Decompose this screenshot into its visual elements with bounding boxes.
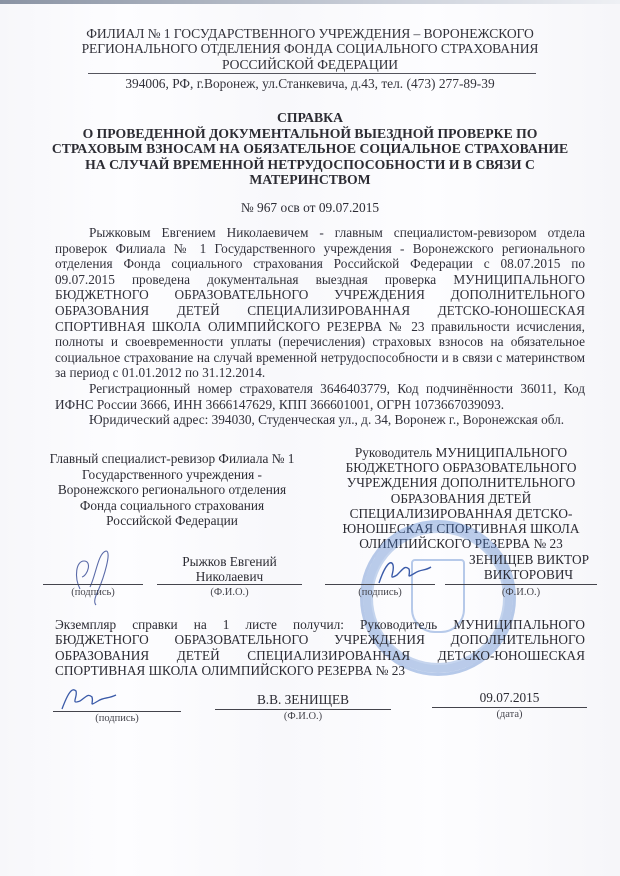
- org-line: РОССИЙСКОЙ ФЕДЕРАЦИИ: [221, 56, 398, 72]
- org-line: ФИЛИАЛ № 1 ГОСУДАРСТВЕННОГО УЧРЕЖДЕНИЯ – ВОРОНЕЖСКОГО: [86, 26, 534, 41]
- position-line: Руководитель МУНИЦИПАЛЬНОГО: [354, 445, 568, 460]
- body-paragraph: Юридический адрес: 394030, Студенческая ул., д. 34, Воронеж г., Воронежская обл.: [89, 412, 565, 428]
- name-line: Николаевич: [195, 569, 264, 585]
- inspector-signature-icon: [72, 547, 122, 607]
- signature-caption: (подпись): [358, 587, 402, 598]
- position-line: ЮНОШЕСКАЯ СПОРТИВНАЯ ШКОЛА: [342, 521, 580, 537]
- head-name-line: [445, 584, 597, 585]
- name-caption: (Ф.И.О.): [283, 711, 323, 722]
- name-line: ЗЕНИЩЕВ ВИКТОР: [468, 552, 589, 567]
- position-line: Государственного учреждения -: [82, 466, 262, 482]
- inspector-name: [157, 554, 302, 585]
- title-line: СТРАХОВЫМ ВЗНОСАМ НА ОБЯЗАТЕЛЬНОЕ СОЦИАЛЬНОЕ СТРАХОВАНИЕ: [51, 141, 569, 157]
- head-name: [460, 552, 597, 582]
- document-body: [55, 225, 585, 428]
- header-divider: [88, 73, 536, 74]
- position-line: ОЛИМПИЙСКОГО РЕЗЕРВА № 23: [359, 536, 563, 552]
- signature-caption: (подпись): [71, 587, 115, 598]
- receipt-line: Экземпляр справки на 1 листе получил: Руководитель МУНИЦИПАЛЬНОГО: [55, 617, 585, 632]
- position-line: СПЕЦИАЛИЗИРОВАННАЯ ДЕТСКО-: [349, 505, 573, 521]
- name-caption: (Ф.И.О.): [501, 587, 541, 598]
- document-number: № 967 осв от 09.07.2015: [240, 200, 380, 215]
- name-line: ВИКТОРОВИЧ: [483, 567, 574, 582]
- position-line: Главный специалист-ревизор Филиала № 1: [49, 451, 295, 466]
- receipt-date: 09.07.2015: [479, 690, 540, 705]
- inspector-position: [42, 451, 302, 529]
- title-line: НА СЛУЧАЙ ВРЕМЕННОЙ НЕТРУДОСПОСОБНОСТИ И В СВЯЗИ С: [85, 156, 535, 172]
- position-line: БЮДЖЕТНОГО ОБРАЗОВАТЕЛЬНОГО: [345, 460, 577, 476]
- organization-header: [60, 26, 560, 72]
- inspector-name-line: [157, 584, 302, 585]
- document-title: [50, 110, 570, 188]
- receipt-name-line: [215, 709, 391, 710]
- position-line: УЧРЕЖДЕНИЯ ДОПОЛНИТЕЛЬНОГО: [346, 475, 576, 491]
- receipt-signature-line: [53, 711, 181, 712]
- date-caption: (дата): [496, 709, 523, 720]
- position-line: Фонда социального страхования: [79, 497, 265, 513]
- body-paragraph: Регистрационный номер страхователя 3646403779, Код подчинённости 36011, Код ИФНС России 3666, ИНН 3666147629, КПП 366601001, ОГРН 1073667039093.: [55, 380, 585, 412]
- title-line: МАТЕРИНСТВОМ: [249, 172, 371, 188]
- position-line: ОБРАЗОВАНИЯ ДЕТЕЙ: [390, 490, 532, 506]
- position-line: Российской Федерации: [106, 513, 238, 529]
- title-line: СПРАВКА: [277, 110, 343, 125]
- signature-caption: (подпись): [95, 713, 139, 724]
- receipt-date-line: [432, 707, 587, 708]
- inspector-signature-line: [43, 584, 143, 585]
- position-line: Воронежского регионального отделения: [57, 482, 287, 498]
- org-line: РЕГИОНАЛЬНОГО ОТДЕЛЕНИЯ ФОНДА СОЦИАЛЬНОГО СТРАХОВАНИЯ: [81, 41, 539, 57]
- receipt-name: В.В. ЗЕНИЩЕВ: [256, 692, 350, 707]
- body-paragraph: Рыжковым Евгением Николаевичем - главным специалистом-ревизором отдела проверок Филиала № 1 Государственного учреждения - Воронежского регионального отделения Фонда социального страхования Российской Федерации с 08.07.2015 по 09.07.2015 проведена документальная выездная проверка МУНИЦИПАЛЬНОГО БЮДЖЕТНОГО ОБРАЗОВАТЕЛЬНОГО УЧРЕЖДЕНИЯ ДОПОЛНИТЕЛЬНОГО ОБРАЗОВАНИЯ ДЕТЕЙ СПЕЦИАЛИЗИРОВАННАЯ ДЕТСКО-ЮНОШЕСКАЯ СПОРТИВНАЯ ШКОЛА ОЛИМПИЙСКОГО РЕЗЕРВА № 23 правильности исчисления, полноты и своевременности уплаты (перечисления) страховых взносов на обязательное социальное страхование на случай временной нетрудоспособности и в связи с материнством за период с 01.01.2012 по 31.12.2014.: [55, 225, 585, 381]
- title-line: О ПРОВЕДЕННОЙ ДОКУМЕНТАЛЬНОЙ ВЫЕЗДНОЙ ПРОВЕРКЕ ПО: [82, 125, 538, 141]
- receipt-line: БЮДЖЕТНОГО ОБРАЗОВАТЕЛЬНОГО УЧРЕЖДЕНИЯ ДОПОЛНИТЕЛЬНОГО: [55, 632, 585, 648]
- receipt-line: СПОРТИВНАЯ ШКОЛА ОЛИМПИЙСКОГО РЕЗЕРВА № 23: [55, 663, 406, 679]
- organization-address: 394006, РФ, г.Воронеж, ул.Станкевича, д.43, тел. (473) 277-89-39: [125, 76, 495, 91]
- name-line: Рыжков Евгений: [182, 554, 277, 569]
- receipt-line: ОБРАЗОВАНИЯ ДЕТЕЙ СПЕЦИАЛИЗИРОВАННАЯ ДЕТСКО-ЮНОШЕСКАЯ: [55, 647, 585, 663]
- name-caption: (Ф.И.О.): [210, 587, 249, 598]
- scan-edge: [0, 0, 620, 4]
- head-signature-line: [325, 584, 435, 585]
- receipt-statement: [55, 617, 585, 679]
